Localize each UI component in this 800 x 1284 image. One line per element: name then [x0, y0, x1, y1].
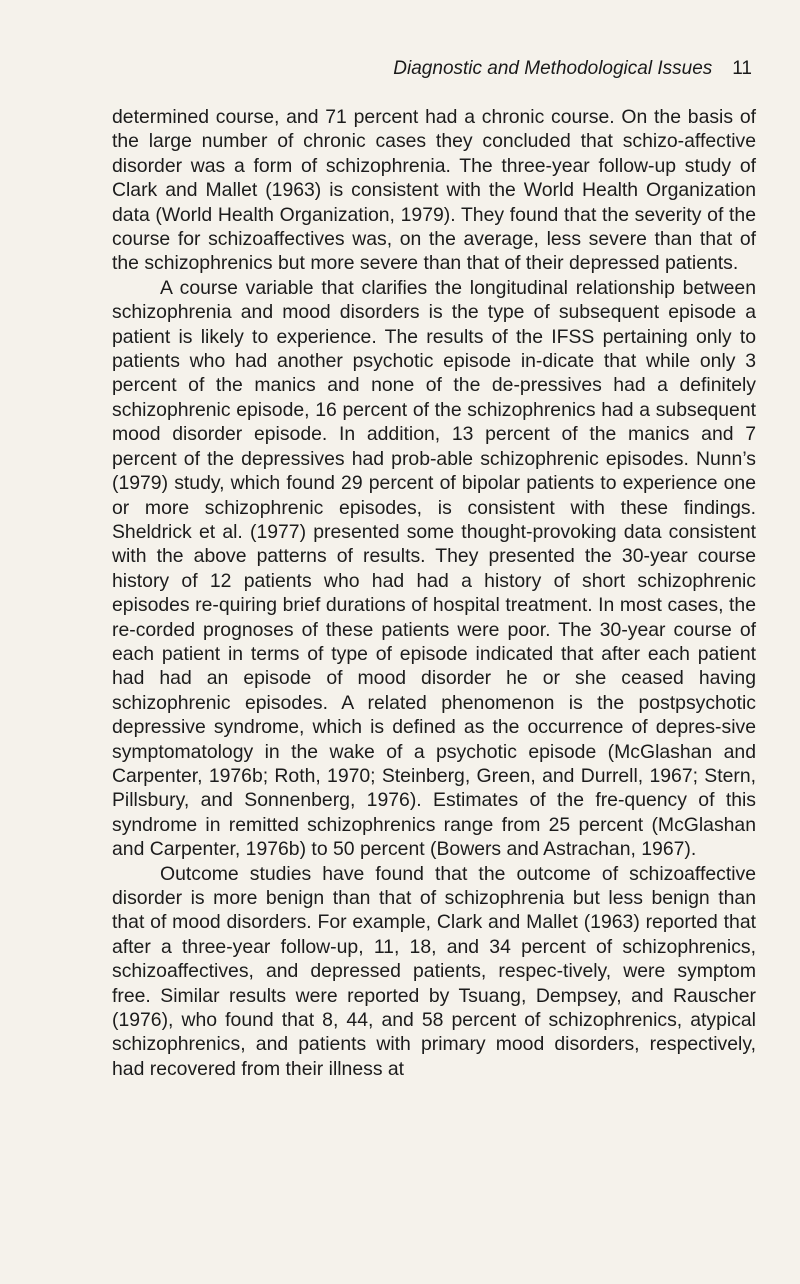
- paragraph-continued: determined course, and 71 percent had a chronic course. On the basis of the large number of chronic cases they concluded that schizo-affective disorder was a form of schizophrenia. The three-year follow-up study of Clark and Mallet (1963) is consistent with the World Health Organization data (World Health Organization, 1979). They found that the severity of the course for schizoaffectives was, on the average, less severe than that of the schizophrenics but more severe than that of their depressed patients.: [112, 106, 756, 275]
- paragraph-course-variable: A course variable that clarifies the longitudinal relationship between schizophrenia and mood disorders is the type of subsequent episode a patient is likely to experience. The results of the IFSS pertaining only to patients who had another psychotic episode in-dicate that while only 3 percent of the manics and none of the de-pressives had a definitely schizophrenic episode, 16 percent of the schizophrenics had a subsequent mood disorder episode. In addition, 13 percent of the manics and 7 percent of the depressives had prob-able schizophrenic episodes. Nunn’s (1979) study, which found 29 percent of bipolar patients to experience one or more schizophrenic episodes, is consistent with these findings. Sheldrick et al. (1977) presented some thought-provoking data consistent with the above patterns of results. They presented the 30-year course history of 12 patients who had had a history of short schizophrenic episodes re-quiring brief durations of hospital treatment. In most cases, the re-corded prognoses of these patients were poor. The 30-year course of each patient in terms of type of episode indicated that after each patient had had an episode of mood disorder he or she ceased having schizophrenic episodes. A related phenomenon is the postpsychotic depressive syndrome, which is defined as the occurrence of depres-sive symptomatology in the wake of a psychotic episode (McGlashan and Carpenter, 1976b; Roth, 1970; Steinberg, Green, and Durrell, 1967; Stern, Pillsbury, and Sonnenberg, 1976). Estimates of the fre-quency of this syndrome in remitted schizophrenics range from 25 percent (McGlashan and Carpenter, 1976b) to 50 percent (Bowers and Astrachan, 1967).: [112, 276, 756, 861]
- running-title: Diagnostic and Methodological Issues: [393, 58, 713, 79]
- paragraph-outcome-studies: Outcome studies have found that the outcome of schizoaffective disorder is more benign than that of schizophrenia but less benign than that of mood disorders. For example, Clark and Mallet (1963) reported that after a three-year follow-up, 11, 18, and 34 percent of schizophrenics, schizoaffectives, and depressed patients, respec-tively, were symptom free. Similar results were reported by Tsuang, Dempsey, and Rauscher (1976), who found that 8, 44, and 58 percent of schizophrenics, atypical schizophrenics, and patients with primary mood disorders, respectively, had recovered from their illness at: [112, 862, 756, 1080]
- body-text: [112, 105, 756, 1081]
- page-number: 11: [732, 58, 752, 79]
- running-head: [393, 58, 752, 80]
